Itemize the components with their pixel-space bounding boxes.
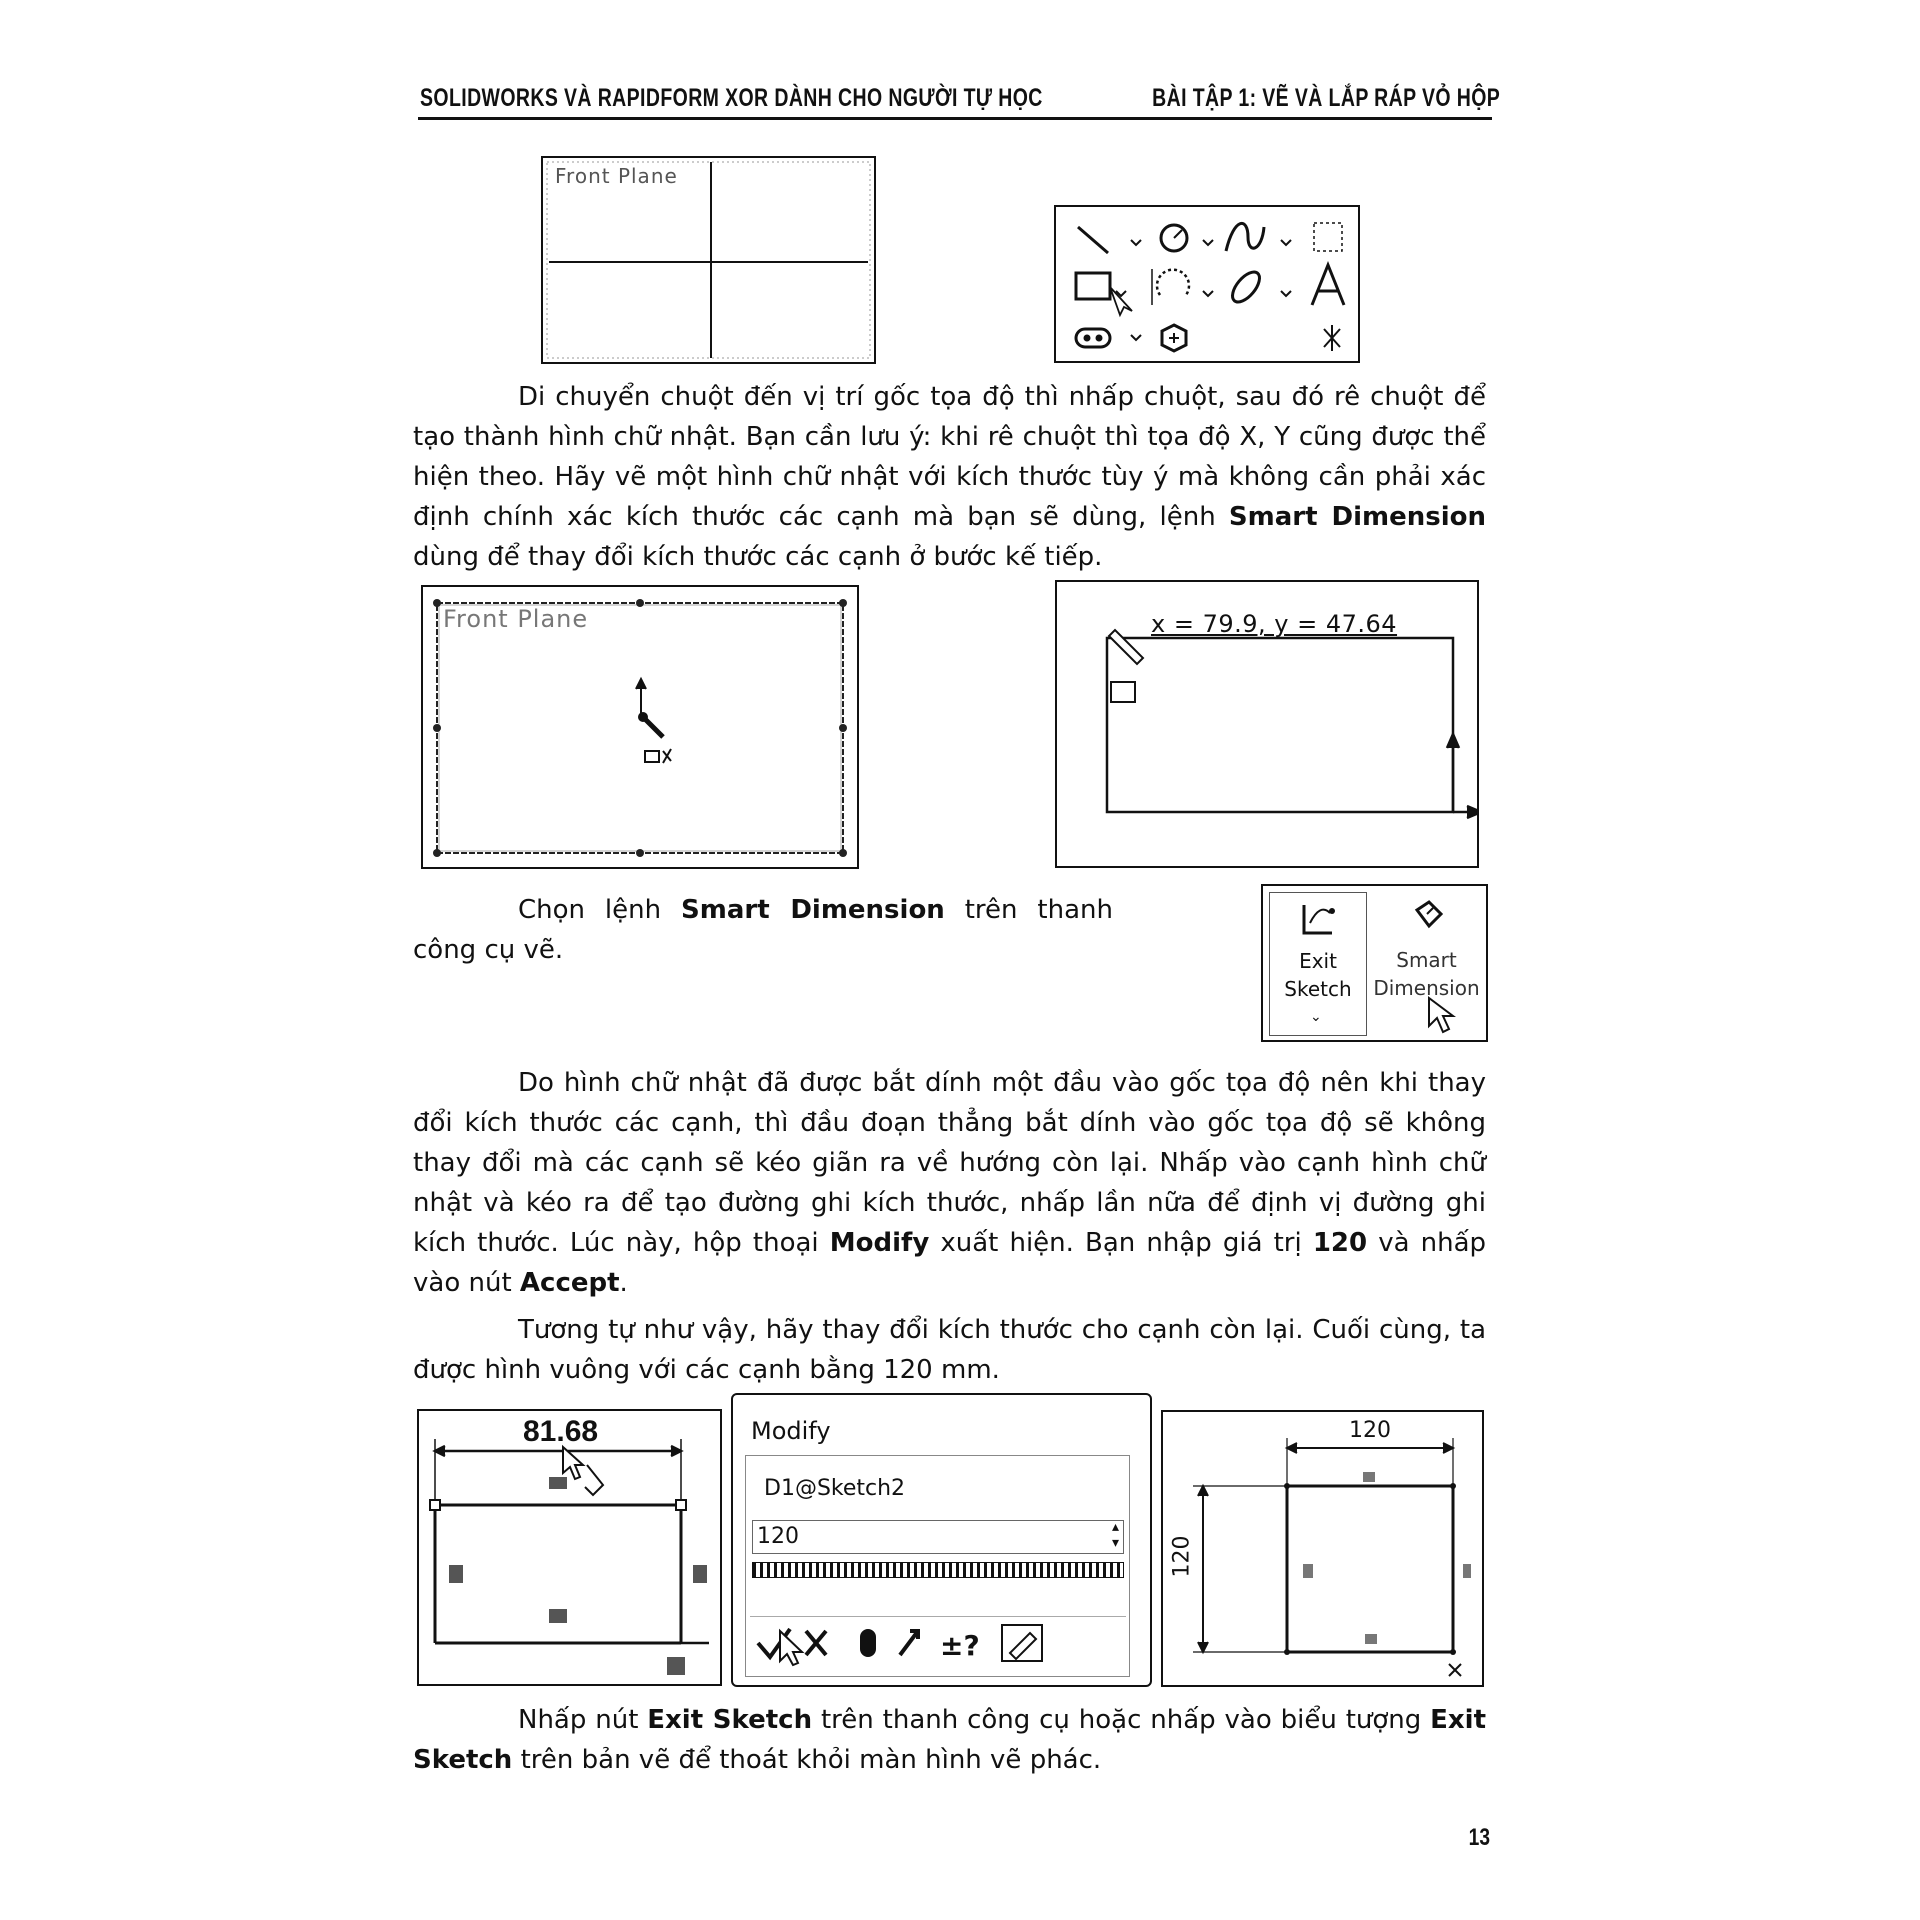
- dimension-top: 120: [1349, 1418, 1391, 1443]
- mark-icon: [1010, 1633, 1036, 1659]
- pencil-cursor-icon: [636, 679, 671, 763]
- cursor-arrow-icon: [1110, 287, 1132, 315]
- figure-front-plane: [541, 156, 876, 364]
- dimension-left: 120: [1169, 1535, 1195, 1578]
- dimension-value: 81.68: [523, 1415, 599, 1448]
- smart-dimension-button[interactable]: Smart Dimension: [1369, 892, 1484, 1036]
- modify-dialog-title: Modify: [751, 1417, 831, 1445]
- term-smart-dimension: Smart Dimension: [681, 895, 945, 925]
- paragraph-draw-rectangle: Di chuyển chuột đến vị trí gốc tọa độ thì nhấp chuột, sau đó rê chuột để tạo thành hình chữ nhật. Bạn cần lưu ý: khi rê chuột thì tọa độ X, Y cũng được thể hiện theo. Hãy vẽ một hình chữ nhật với kích thước tùy ý mà không cần phải xác định chính xác kích thước các cạnh mà bạn sẽ dùng, lệnh Smart Dimension dùng để thay đổi kích thước các cạnh ở bước kế tiếp.: [413, 382, 1486, 572]
- ellipse-icon: [1228, 267, 1265, 306]
- term-120: 120: [1312, 1228, 1368, 1258]
- spin-up-icon[interactable]: ▴: [1111, 1519, 1119, 1535]
- square-canvas: [1163, 1412, 1482, 1685]
- figure-command-buttons: [1261, 884, 1488, 1042]
- grid-icon: [1314, 223, 1342, 251]
- front-plane-label: Front Plane: [443, 605, 589, 633]
- paragraph-modify-dimension: Do hình chữ nhật đã được bắt dính một đầu vào gốc tọa độ nên khi thay đổi kích thước các cạnh, thì đầu đoạn thẳng bắt dính vào gốc tọa độ sẽ không thay đổi mà các cạnh sẽ kéo giãn ra về hướng còn lại. Nhấp vào cạnh hình chữ nhật và kéo ra để tạo đường ghi kích thước, nhấp lần nữa để định vị đường ghi kích thước. Lúc này, hộp thoại Modify xuất hiện. Bạn nhập giá trị 120 và nhấp vào nút Accept.: [413, 1068, 1487, 1298]
- term-exit-sketch: Exit Sketch: [413, 1705, 1487, 1775]
- paragraph-exit-sketch: Nhấp nút Exit Sketch trên thanh công cụ hoặc nhấp vào biểu tượng Exit Sketch trên bản vẽ để thoát khỏi màn hình vẽ phác.: [413, 1705, 1487, 1775]
- crosshair-axes: [543, 158, 874, 362]
- modify-dialog-button-row: [750, 1616, 1126, 1669]
- figure-sketch-toolbar: [1054, 205, 1360, 363]
- term-accept: Accept: [519, 1268, 620, 1298]
- header-book-title: SOLIDWORKS VÀ RAPIDFORM XOR DÀNH CHO NGƯỜI TỰ HỌC: [420, 84, 1043, 112]
- pencil-cursor-icon: [1109, 630, 1143, 702]
- dimension-canvas: [419, 1411, 720, 1684]
- mouse-pointer-icon: [1425, 996, 1465, 1036]
- coordinate-readout: x = 79.9, y = 47.64: [1151, 610, 1398, 638]
- reverse-icon: [900, 1631, 918, 1655]
- modify-dialog: [731, 1393, 1152, 1687]
- slot-icon: [1076, 329, 1110, 347]
- figure-square-120: [1161, 1410, 1484, 1687]
- smart-dimension-icon: [1369, 892, 1484, 942]
- thumbwheel-slider[interactable]: [752, 1562, 1124, 1578]
- point-icon: [1324, 325, 1340, 351]
- text-icon: [1312, 265, 1344, 305]
- spline-icon: [1226, 223, 1264, 251]
- line-icon: [1078, 227, 1108, 253]
- paragraph-choose-smart-dimension: Chọn lệnh Smart Dimension trên thanh công cụ vẽ.: [413, 895, 1113, 965]
- header-rule: [418, 117, 1492, 120]
- rectangle-icon: [1076, 273, 1110, 299]
- exit-sketch-icon: [1270, 893, 1366, 943]
- exit-sketch-button[interactable]: Exit Sketch ⌄: [1269, 892, 1367, 1036]
- term-exit-sketch: Exit Sketch: [647, 1705, 813, 1735]
- modify-dialog-buttons: [750, 1617, 1126, 1669]
- spin-down-icon[interactable]: ▾: [1111, 1535, 1119, 1551]
- paragraph-square-result: Tương tự như vậy, hãy thay đổi kích thước cho cạnh còn lại. Cuối cùng, ta được hình vuông với các cạnh bằng 120 mm.: [413, 1315, 1486, 1385]
- cancel-icon: [806, 1631, 826, 1655]
- modify-dialog-panel: [745, 1455, 1130, 1677]
- mouse-pointer-icon: [780, 1631, 802, 1665]
- front-plane-label: Front Plane: [555, 164, 678, 188]
- figure-dimension-drag: [417, 1409, 722, 1686]
- term-smart-dimension: Smart Dimension: [1228, 502, 1486, 532]
- mouse-pointer-icon: [563, 1447, 603, 1495]
- page-number: 13: [1468, 1824, 1491, 1851]
- term-modify: Modify: [829, 1228, 930, 1258]
- chevron-down-icon: ⌄: [1310, 1009, 1322, 1025]
- header-chapter-title: BÀI TẬP 1: VẼ VÀ LẮP RÁP VỎ HỘP: [1151, 84, 1500, 112]
- svg-text:±?: ±?: [940, 1629, 980, 1662]
- figure-rectangle-coords: [1055, 580, 1479, 868]
- dimension-value-input[interactable]: 120 ▴ ▾: [752, 1520, 1124, 1554]
- arc-icon: [1157, 270, 1189, 295]
- sketch-toolbar-icons: [1056, 207, 1358, 361]
- figure-front-plane-cursor: [421, 585, 859, 869]
- dimension-name: D1@Sketch2: [764, 1476, 906, 1501]
- rebuild-icon: [862, 1631, 874, 1655]
